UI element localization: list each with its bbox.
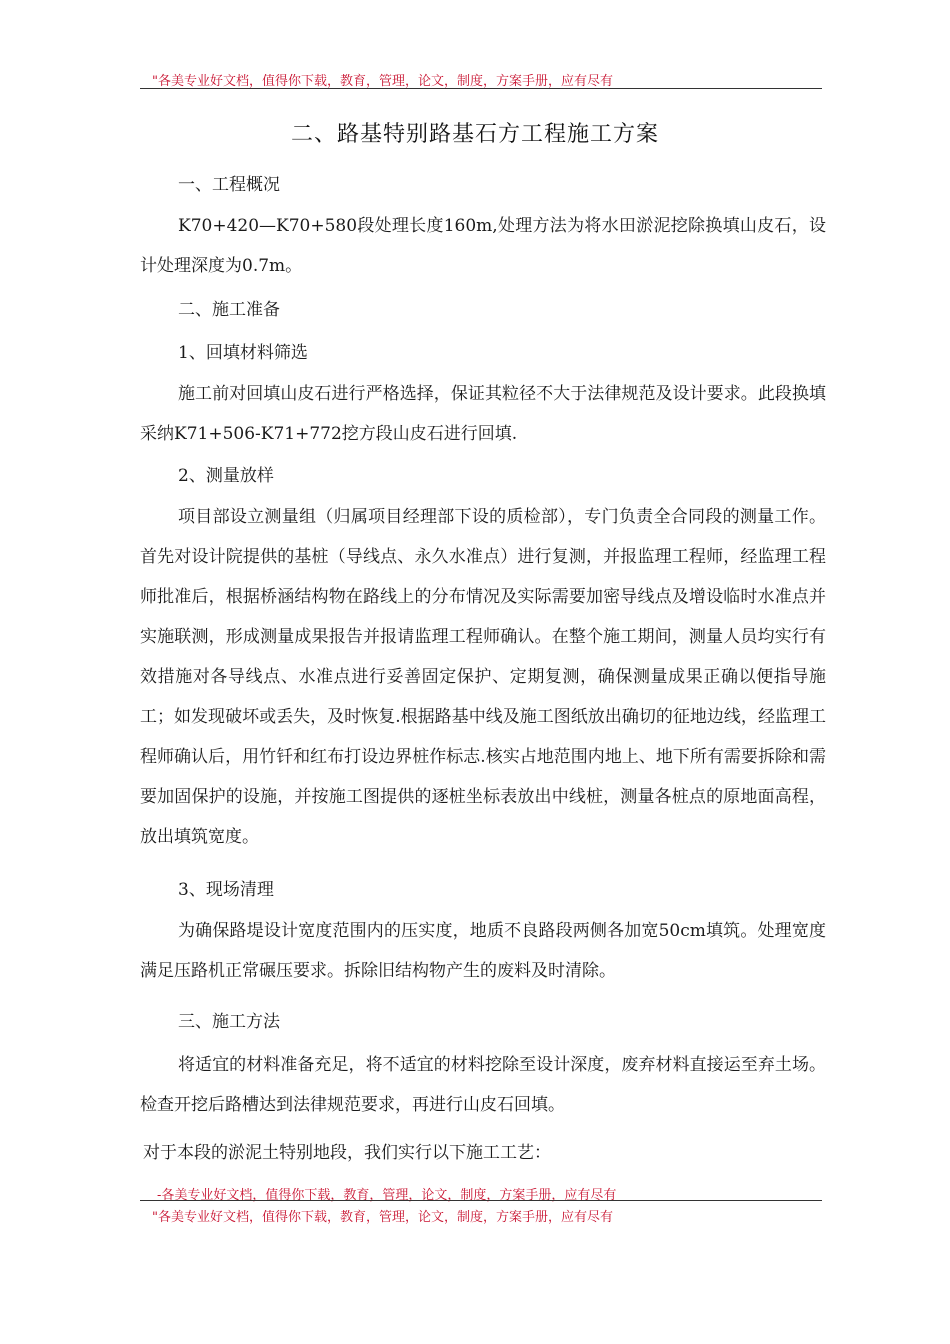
sub2-paragraph: 项目部设立测量组（归属项目经理部下设的质检部），专门负责全合同段的测量工作。首先对设计院提供的基桩（导线点、永久水准点）进行复测，并报监理工程师，经监理工程师批准后，根据桥涵结构物在路线上的分布情况及实际需要加密导线点及增设临时水准点并实施联测，形成测量成果报告并报请监理工程师确认。在整个施工期间，测量人员均实行有效措施对各导线点、水准点进行妥善固定保护、定期复测，确保测量成果正确以便指导施工；如发现破坏或丢失，及时恢复.根据路基中线及施工图纸放出确切的征地边线，经监理工程师确认后，用竹钎和红布打设边界桩作标志.核实占地范围内地上、地下所有需要拆除和需要加固保护的设施，并按施工图提供的逐桩坐标表放出中线桩，测量各桩点的原地面高程，放出填筑宽度。 [140, 507, 826, 847]
sub3-paragraph: 为确保路堤设计宽度范围内的压实度，地质不良路段两侧各加宽50cm填筑。处理宽度满足压路机正常碾压要求。拆除旧结构物产生的废料及时清除。 [140, 921, 826, 981]
sub1-paragraph-block [140, 374, 826, 454]
footer-note-2: "各美专业好文档，值得你下载，教育，管理，论文，制度，方案手册，应有尽有 [152, 1210, 613, 1225]
section2-heading: 二、施工准备 [178, 300, 280, 320]
sub2-paragraph-block [140, 497, 826, 857]
header-note: "各美专业好文档，值得你下载，教育，管理，论文，制度，方案手册，应有尽有 [152, 74, 613, 89]
section3-paragraph2-block [143, 1133, 829, 1173]
section1-heading: 一、工程概况 [178, 175, 280, 195]
sub1-paragraph: 施工前对回填山皮石进行严格选择，保证其粒径不大于法律规范及设计要求。此段换填采纳K71+506-K71+772挖方段山皮石进行回填. [140, 384, 826, 444]
document-title: 二、路基特别路基石方工程施工方案 [290, 122, 659, 147]
sub2-heading: 2、测量放样 [178, 466, 274, 486]
section3-heading: 三、施工方法 [178, 1012, 280, 1032]
footer-rule [140, 1200, 822, 1201]
sub1-heading: 1、回填材料筛选 [178, 343, 308, 363]
footer-note-1: -各美专业好文档，值得你下载，教育，管理，论文，制度，方案手册，应有尽有 [157, 1188, 617, 1203]
section3-paragraph: 将适宜的材料准备充足，将不适宜的材料挖除至设计深度，废弃材料直接运至弃土场。检查开挖后路槽达到法律规范要求，再进行山皮石回填。 [140, 1055, 826, 1115]
section1-paragraph-block [140, 206, 826, 286]
section3-paragraph2: 对于本段的淤泥土特别地段，我们实行以下施工工艺： [143, 1143, 551, 1163]
header-rule [140, 88, 822, 89]
section1-paragraph: K70+420—K70+580段处理长度160m,处理方法为将水田淤泥挖除换填山皮石，设计处理深度为0.7m。 [140, 216, 826, 276]
sub3-paragraph-block [140, 911, 826, 991]
sub3-heading: 3、现场清理 [178, 880, 274, 900]
section3-paragraph-block [140, 1045, 826, 1125]
